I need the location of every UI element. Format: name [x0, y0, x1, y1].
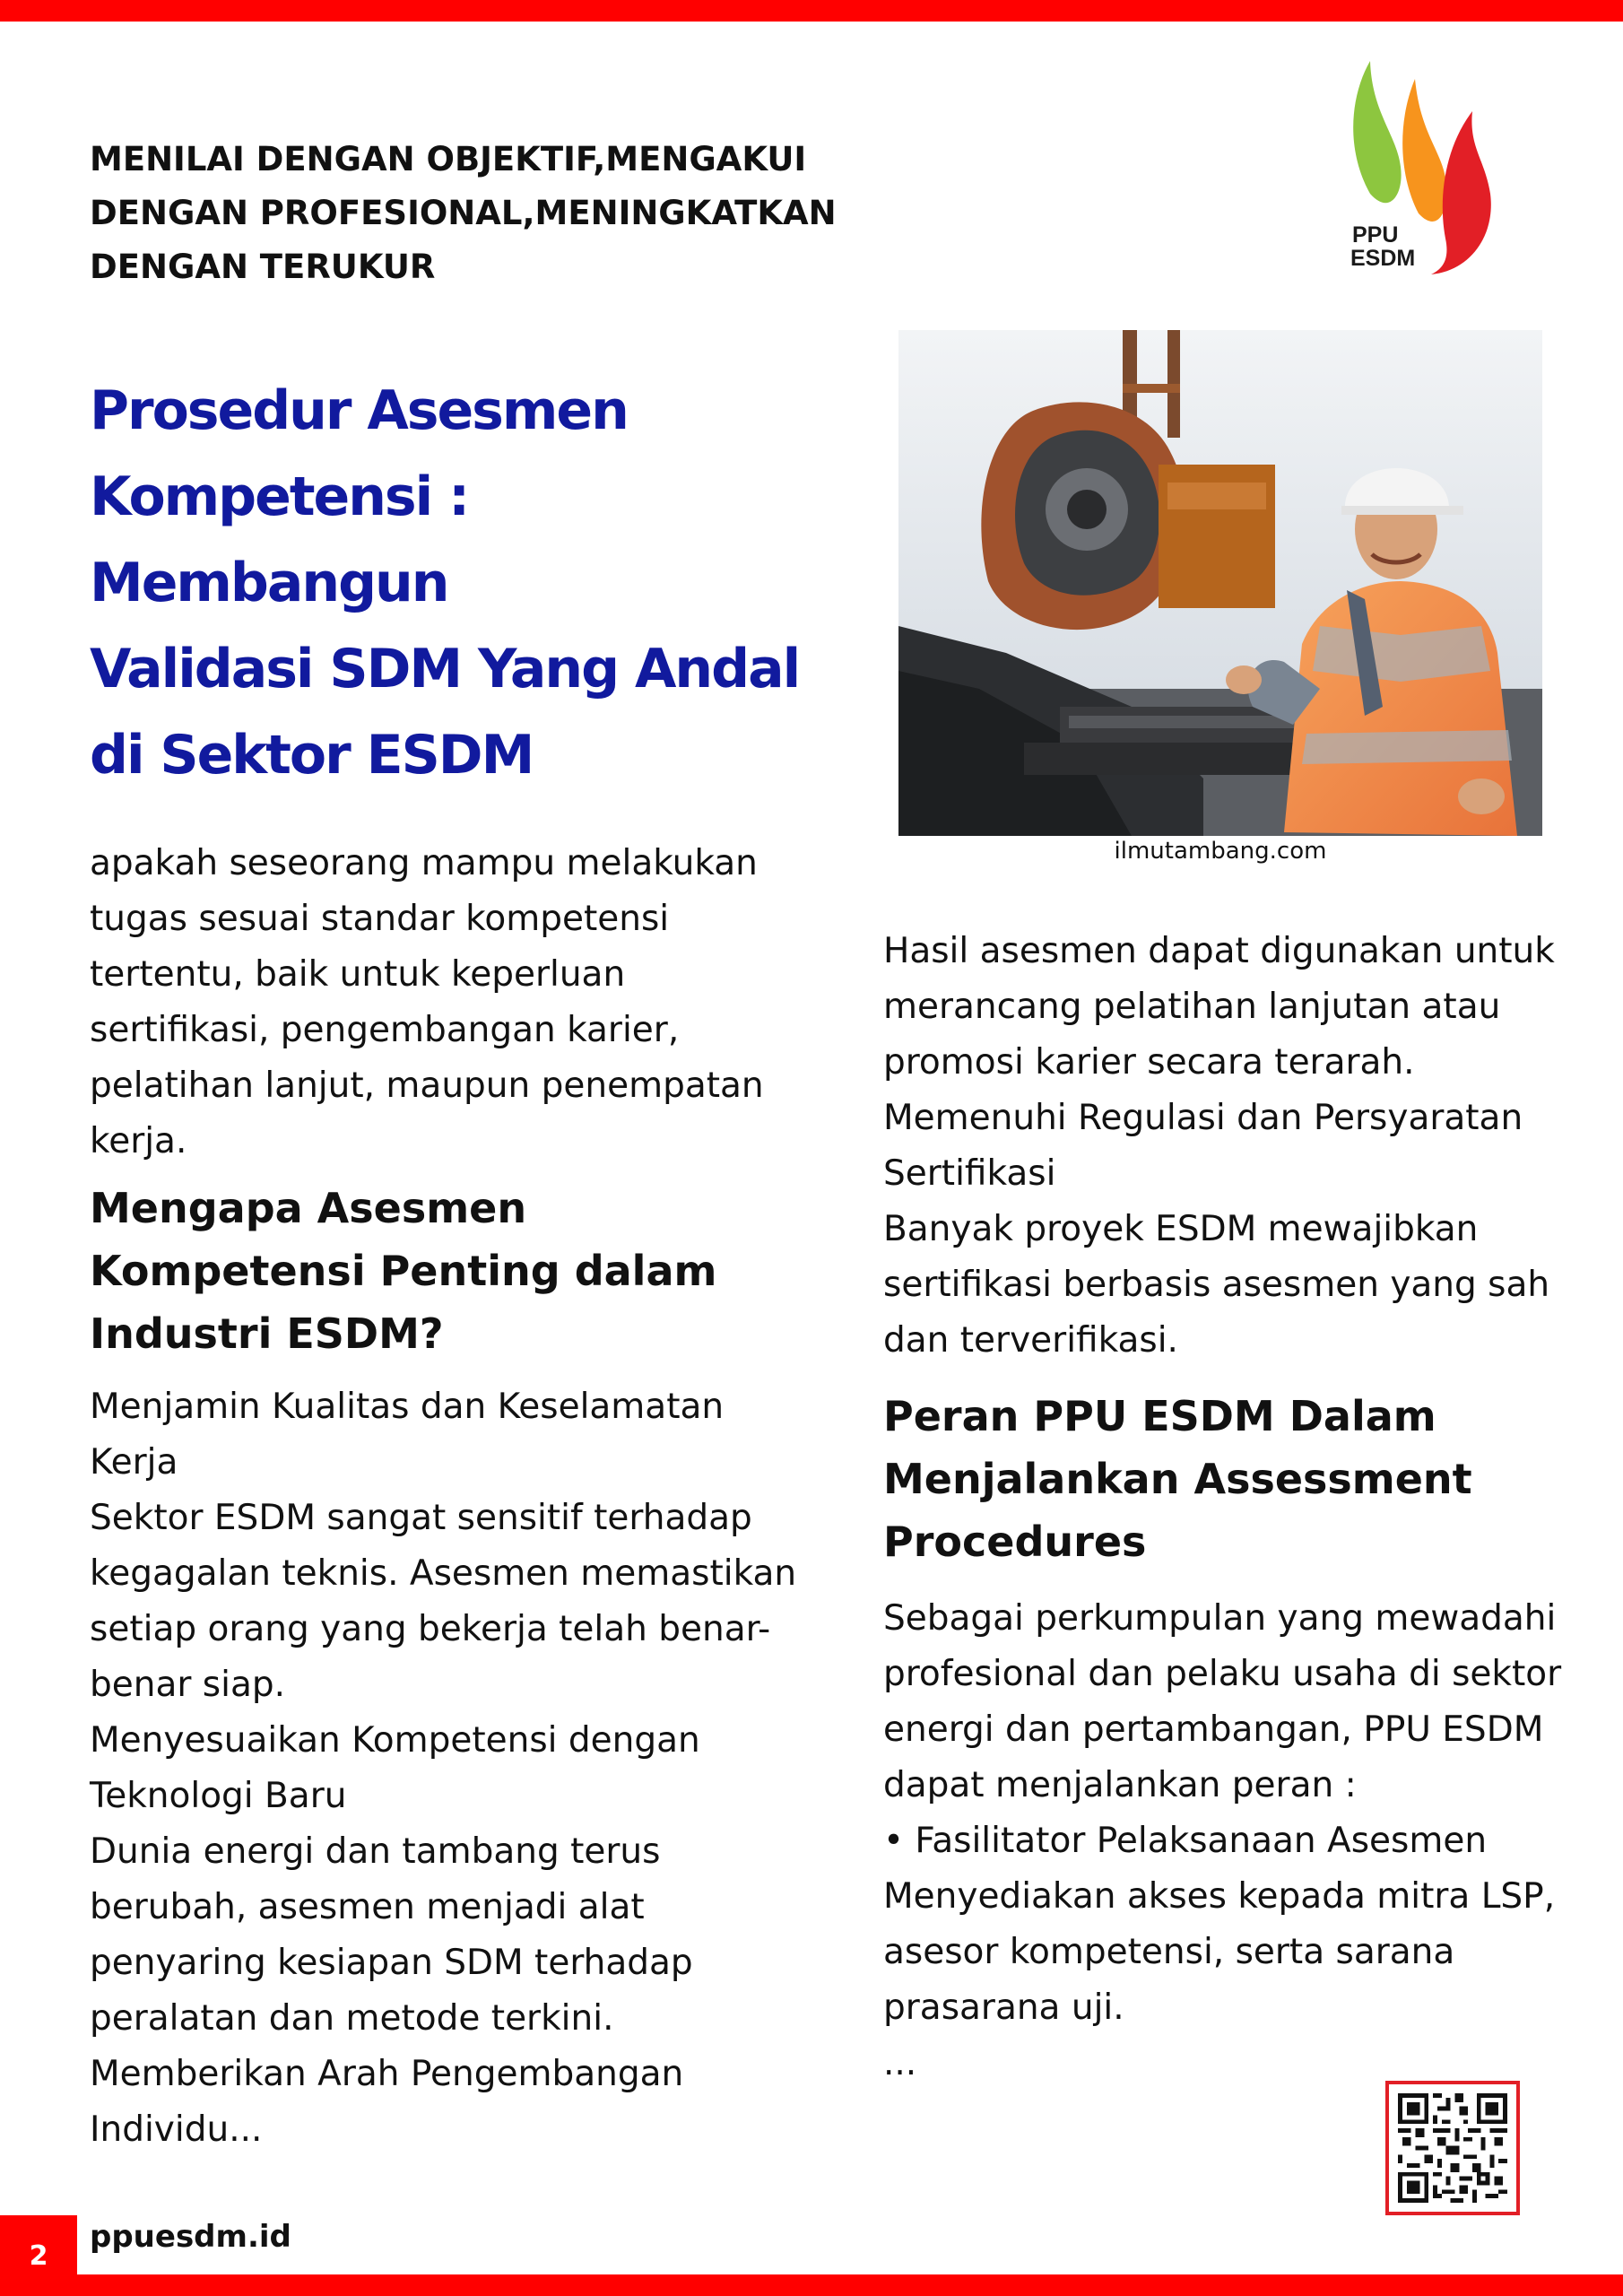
right-paragraph-6: Menyediakan akses kepada mitra LSP, asesor kompetensi, serta sarana prasarana uji.	[883, 1876, 1556, 2028]
right-paragraph-4: Sebagai perkumpulan yang mewadahi profesional dan pelaku usaha di sektor energi dan pertambangan, PPU ESDM dapat menjalankan peran :	[883, 1598, 1562, 1805]
logo-text-ppu: PPU	[1352, 222, 1399, 248]
ppu-esdm-logo	[1345, 59, 1506, 274]
title-line-1: Prosedur Asesmen	[90, 379, 628, 442]
left-paragraph-3: Menyesuaikan Kompetensi dengan Teknologi Baru	[90, 1720, 700, 1816]
top-red-bar	[0, 0, 1623, 22]
header-tagline	[90, 133, 861, 294]
right-paragraph-1: Hasil asesmen dapat digunakan untuk merancang pelatihan lanjutan atau promosi karier secara terarah.	[883, 931, 1555, 1083]
section-heading-why: Mengapa Asesmen Kompetensi Penting dalam Industri ESDM?	[90, 1184, 717, 1358]
title-line-4: di Sektor ESDM	[90, 724, 534, 787]
qr-code[interactable]	[1385, 2081, 1520, 2215]
tagline-line-3: DENGAN TERUKUR	[90, 248, 436, 286]
left-paragraph-1: Menjamin Kualitas dan Keselamatan Kerja	[90, 1387, 725, 1483]
footer-website-url[interactable]: ppuesdm.id	[90, 2219, 291, 2255]
title-line-3: Validasi SDM Yang Andal	[90, 638, 800, 700]
qr-code-icon	[1398, 2093, 1507, 2203]
photo-credit: ilmutambang.com	[1114, 838, 1327, 865]
tagline-line-1: MENILAI DENGAN OBJEKTIF,MENGAKUI	[90, 140, 807, 178]
section-heading-role: Peran PPU ESDM Dalam Menjalankan Assessment Procedures	[883, 1392, 1472, 1566]
page-title	[90, 368, 825, 798]
mining-worker-photo-icon	[898, 330, 1542, 836]
right-paragraph-3: Banyak proyek ESDM mewajibkan sertifikasi berbasis asesmen yang sah dan terverifikasi.	[883, 1209, 1550, 1361]
page-number: 2	[0, 2215, 77, 2296]
intro-paragraph: apakah seseorang mampu melakukan tugas sesuai standar kompetensi tertentu, baik untuk keperluan sertifikasi, pengembangan karier, pelatihan lanjut, maupun penempatan kerja.	[90, 843, 764, 1161]
left-paragraph-5: Memberikan Arah Pengembangan Individu...	[90, 2054, 684, 2150]
title-line-2: Kompetensi : Membangun	[90, 465, 469, 614]
right-paragraph-5: • Fasilitator Pelaksanaan Asesmen	[883, 1821, 1488, 1861]
mining-worker-photo	[898, 330, 1542, 836]
left-paragraph-2: Sektor ESDM sangat sensitif terhadap kegagalan teknis. Asesmen memastikan setiap orang yang bekerja telah benar-benar siap.	[90, 1498, 797, 1705]
right-column	[883, 924, 1565, 2092]
ppu-esdm-flame-logo-icon	[1345, 59, 1506, 274]
right-paragraph-7: ...	[883, 2043, 917, 2083]
tagline-line-2: DENGAN PROFESIONAL,MENINGKATKAN	[90, 194, 837, 232]
left-column	[90, 836, 807, 2158]
logo-text-esdm: ESDM	[1350, 246, 1416, 271]
bottom-red-bar	[0, 2274, 1623, 2296]
right-paragraph-2: Memenuhi Regulasi dan Persyaratan Sertifikasi	[883, 1098, 1523, 1194]
left-paragraph-4: Dunia energi dan tambang terus berubah, asesmen menjadi alat penyaring kesiapan SDM terhadap peralatan dan metode terkini.	[90, 1831, 693, 2039]
